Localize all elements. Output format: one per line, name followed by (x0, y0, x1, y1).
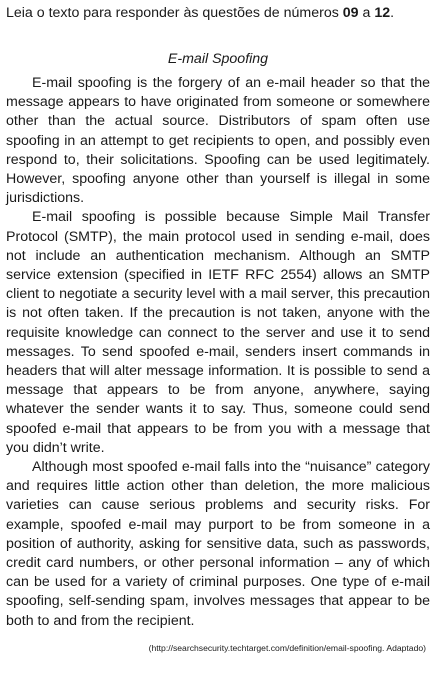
source-citation: (http://searchsecurity.techtarget.com/definition/email-spoofing. Adaptado) (148, 642, 426, 653)
paragraph-1: E-mail spoofing is the forgery of an e-mail header so that the message appears to have originated from someone or somewhere other than the actual source. Distributors of spam often use spoofing in an attempt to get recipients to open, and possibly even respond to, their solicitations. Spoofing can be used legitimately. However, spoofing anyone other than yourself is illegal in some jurisdictions. (6, 75, 430, 207)
instruction-prefix: Leia o texto para responder às questões de números (6, 5, 343, 21)
instruction-suffix: . (390, 5, 395, 21)
document-page (6, 4, 430, 654)
paragraph-3: Although most spoofed e-mail falls into the “nuisance” category and requires little action other than deletion, the more malicious varieties can cause serious problems and security risks. For example, spoofed e-mail may purport to be from someone in a position of authority, asking for sensitive data, such as passwords, credit card numbers, or other personal information – any of which can be used for a variety of criminal purposes. One type of e-mail spoofing, self-sending spam, involves messages that appear to be both to and from the recipient. (6, 459, 430, 629)
paragraph-2: E-mail spoofing is possible because Simple Mail Transfer Protocol (SMTP), the main protocol used in sending e-mail, does not include an authentication mechanism. Although an SMTP service extension (specified in IETF RFC 2554) allows an SMTP client to negotiate a security level with a mail server, this precaution is not often taken. If the precaution is not taken, anyone with the requisite knowledge can connect to the server and use it to send messages. To send spoofed e-mail, senders insert commands in headers that will alter message information. It is possible to send a message that appears to be from anyone, anywhere, saying whatever the sender wants it to say. Thus, someone could send spoofed e-mail that appears to be from you with a message that you didn’t write. (6, 209, 430, 456)
first-question-number: 09 (342, 5, 359, 21)
instruction-line (6, 4, 430, 22)
article-title: E-mail Spoofing (167, 51, 269, 67)
instruction-connector: a (358, 5, 375, 21)
last-question-number: 12 (374, 5, 391, 21)
